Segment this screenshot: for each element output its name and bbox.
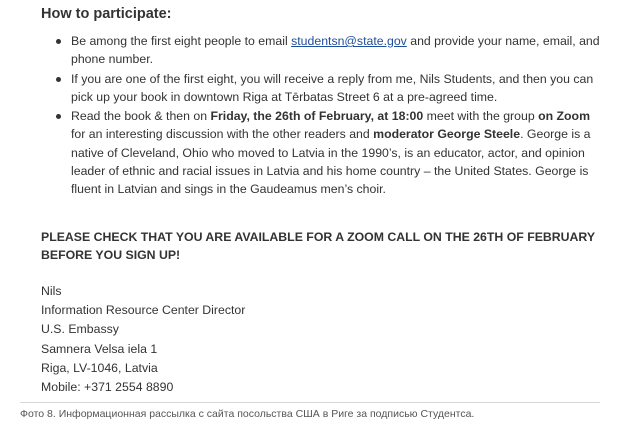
moderator-name: moderator George Steele <box>373 127 521 142</box>
list-item <box>41 107 601 198</box>
signature-street: Samnera Velsa iela 1 <box>41 341 158 356</box>
signature-city: Riga, LV-1046, Latvia <box>41 360 158 375</box>
bullet-text: and provide your name, email, and phone number. <box>71 34 600 67</box>
bullet-icon <box>56 39 61 44</box>
bullet-text: If you are one of the first eight, you will receive a reply from me, Nils Students, and then you can pick up your book in downtown Riga at Tērbatas Street 6 at a pre-agreed time. <box>71 71 594 104</box>
event-date: Friday, the 26th of February, at 18:00 <box>210 109 424 124</box>
event-platform: on Zoom <box>538 109 591 124</box>
signature-block <box>41 282 245 397</box>
list-item <box>41 70 601 107</box>
bullet-text: meet with the group <box>423 109 539 124</box>
availability-notice: PLEASE CHECK THAT YOU ARE AVAILABLE FOR A ZOOM CALL ON THE 26TH OF FEBRUARY BEFORE YOU SIGN UP! <box>41 230 595 263</box>
divider <box>20 402 600 403</box>
bullet-text: Be among the first eight people to email <box>71 34 292 48</box>
section-heading: How to participate: <box>41 6 172 22</box>
email-link[interactable]: studentsn@state.gov <box>291 34 407 48</box>
list-item <box>41 32 601 69</box>
signature-name: Nils <box>41 284 62 298</box>
photo-caption: Фото 8. Информационная рассылка с сайта посольства США в Риге за подписью Студентса. <box>20 408 475 420</box>
bullet-text: . George is a native of Cleveland, Ohio who moved to Latvia in the 1990’s, is an educator, actor, and opinion leader of ethnic and racial issues in Latvia and his home country – the United States. George is fluent in Latvian and sings in the Gaudeamus men’s choir. <box>71 127 591 197</box>
bullet-text: Read the book & then on <box>71 109 211 124</box>
participation-steps <box>41 32 601 200</box>
bullet-icon <box>56 77 61 82</box>
bullet-text: for an interesting discussion with the other readers and <box>71 127 374 142</box>
bullet-icon <box>56 114 61 119</box>
signature-mobile: Mobile: +371 2554 8890 <box>41 380 174 395</box>
signature-title: Information Resource Center Director <box>41 303 246 318</box>
signature-org: U.S. Embassy <box>41 322 119 337</box>
